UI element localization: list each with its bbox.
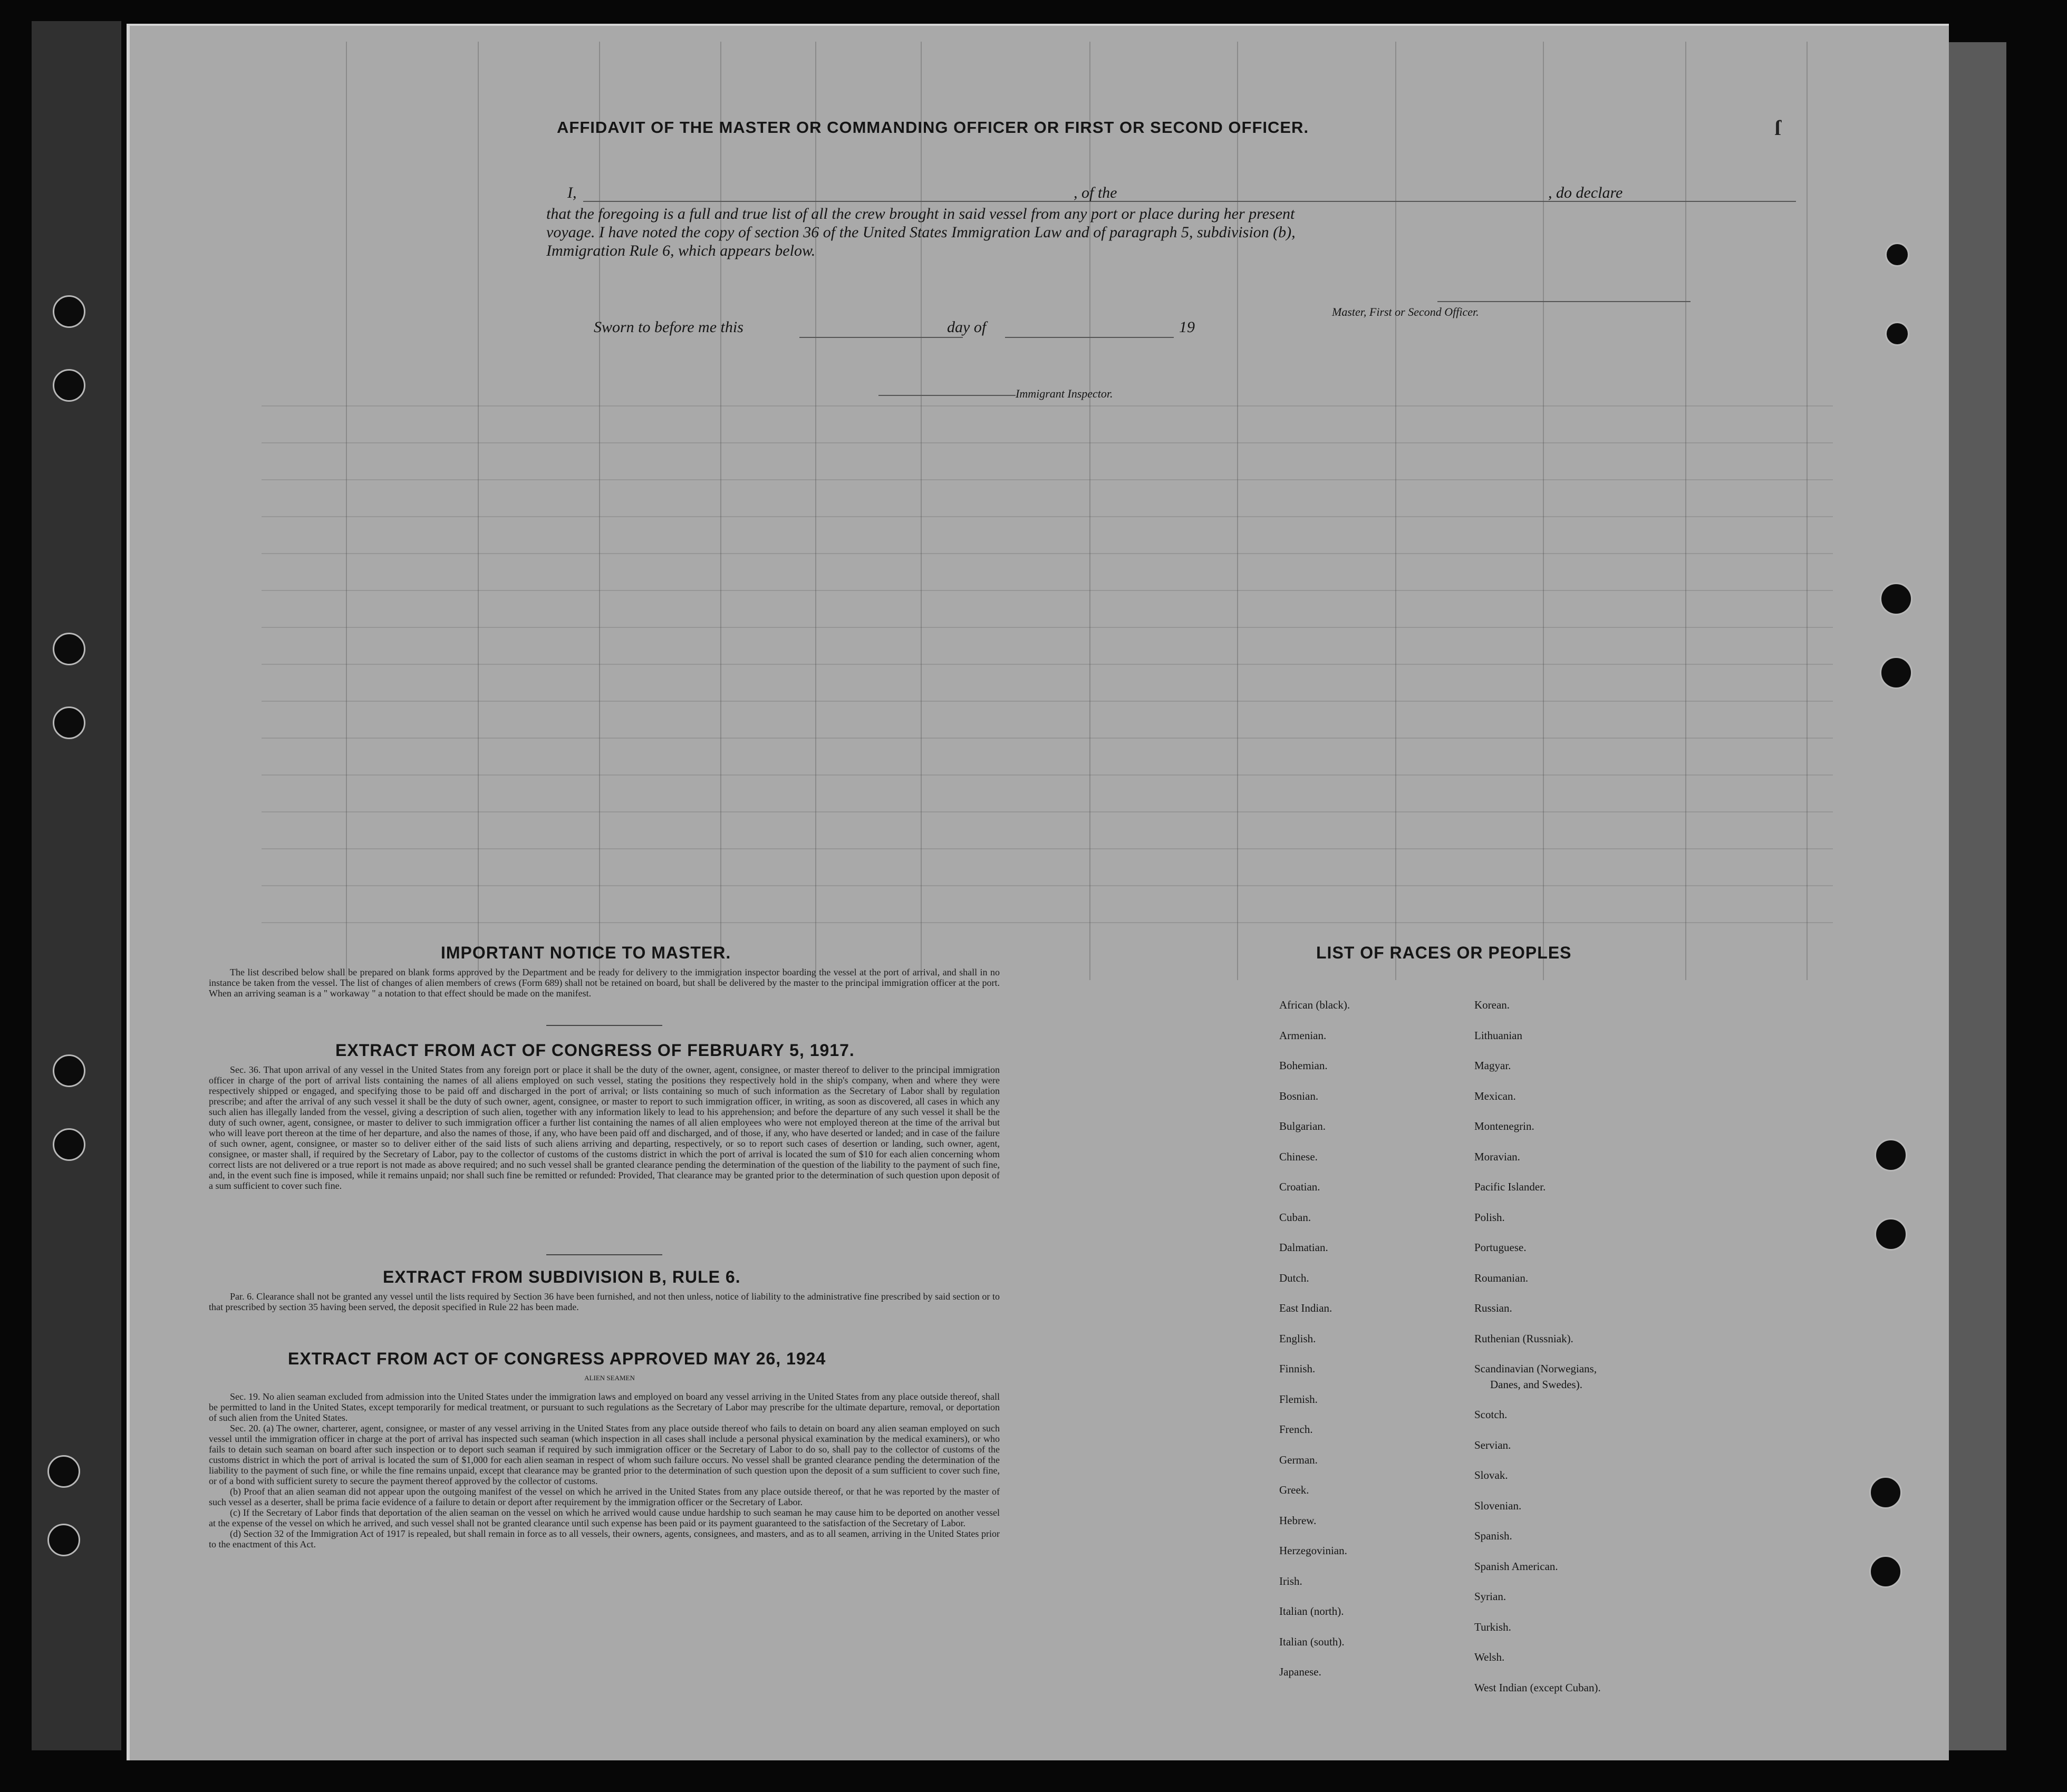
vessel-blank	[1132, 201, 1796, 202]
punch-hole	[1880, 583, 1913, 615]
column-line	[1685, 42, 1686, 980]
extract-1924-sec20a: Sec. 20. (a) The owner, charterer, agent, consignee, or master of any vessel arriving in the United States from any place outside thereof who fails to detain on board any alien seaman employed on such vessel until the immigration officer in charge at the port of arrival has inspected such seaman (which inspection in all cases shall include a personal physical examination by the medical examiners), or who fails to detain such seaman on board after such inspection or to deport such seaman if required by such immigration officer or the Secretary of Labor to do so, shall pay to the collector of customs of the customs district in which the port of arrival is located the sum of $1,000 for each alien seaman in respect of whom such failure occurs. No vessel shall be granted clearance pending the determination of the liability to the payment of such fine, or while the fine remains unpaid, except that clearance may be granted prior to the determination of such question upon the deposit of a sum sufficient to cover such fine, or of a bond with sufficient surety to secure the payment thereof approved by the collector of customs.	[209, 1423, 1000, 1486]
column-line	[1807, 42, 1808, 980]
race-item-left: Japanese.	[1279, 1665, 1321, 1678]
race-item-right: Slovak.	[1474, 1469, 1508, 1481]
separator-rule	[546, 1025, 662, 1026]
column-line	[1543, 42, 1544, 980]
race-item-right: Spanish American.	[1474, 1559, 1558, 1573]
row-line	[262, 922, 1833, 923]
race-item-right: Portuguese.	[1474, 1241, 1527, 1254]
punch-hole	[1885, 243, 1909, 267]
race-item-left: Flemish.	[1279, 1392, 1318, 1406]
race-item-left: Chinese.	[1279, 1150, 1318, 1163]
punch-hole	[53, 633, 85, 665]
race-item-left: Dalmatian.	[1279, 1241, 1328, 1254]
race-item-right: Scotch.	[1474, 1408, 1508, 1421]
race-item-right: Korean.	[1474, 999, 1510, 1011]
row-line	[262, 885, 1833, 886]
race-item-right: Turkish.	[1474, 1620, 1511, 1633]
column-line	[1395, 42, 1396, 980]
column-line	[478, 42, 479, 980]
affidavit-do-declare: , do declare	[1548, 184, 1623, 201]
extract-1924-sec20b: (b) Proof that an alien seaman did not appear upon the outgoing manifest of the vessel on which he arrived in the United States from any place outside thereof, or that he was reported by the master of such vessel as a deserter, shall be prima facie evidence of a failure to detain or deport after requirement by the immigration officer or the Secretary of Labor.	[209, 1486, 1000, 1507]
extract-1924-sec19: Sec. 19. No alien seaman excluded from admission into the United States under the immigration laws and employed on board any vessel arriving in the United States from any place outside thereof, shall be permitted to land in the United States, except temporarily for medical treatment, or pursuant to such regulations as the Secretary of Labor may prescribe for the ultimate departure, removal, or deportation of such alien from the United States.	[209, 1391, 1000, 1423]
race-item-left: Bohemian.	[1279, 1059, 1328, 1072]
extract-rule6-paragraph: Par. 6. Clearance shall not be granted any vessel until the lists required by Section 36 have been furnished, and not then unless, notice of liability to the administrative fine prescribed by said section or to that prescribed by section 35 having been served, the deposit specified in Rule 22 has been made.	[209, 1291, 1000, 1312]
extract-1917-paragraph: Sec. 36. That upon arrival of any vessel in the United States from any foreign port or place it shall be the duty of the owner, agent, consignee, or master thereof to deliver to the principal immigration officer in charge of the port of arrival lists containing the names of all aliens employed on such vessel, stating the positions they respectively hold in the ship's company, when and where they were respectively shipped or engaged, and specifying those to be paid off and discharged in the port of arrival; or lists containing so much of such information as the Secretary of Labor shall by regulation prescribe; and after the arrival of any such vessel it shall be the duty of such owner, agent, consignee, or master to report to such immigration officer, in writing, as soon as discovered, all cases in which any such alien has illegally landed from the vessel, giving a description of such alien, together with any information likely to lead to his apprehension; and before the departure of any such vessel it shall be the duty of such owner, agent, consignee, or master to deliver to such immigration officer a further list containing the names of all alien employees who were not employed thereon at the time of the arrival but who will leave port thereon at the time of her departure, and also the names of those, if any, who have been paid off and discharged, and of those, if any, who have deserted or landed; and in case of the failure of such owner, agent, consignee, or master so to deliver either of the said lists of such aliens arriving and departing, respectively, or so to report such cases of desertion or landing, such owner, agent, consignee, or master shall, if required by the Secretary of Labor, pay to the collector of customs of the customs district in which the port of arrival is located the sum of $10 for each alien concerning whom correct lists are not delivered or a true report is not made as above required; and no such vessel shall be granted clearance pending the determination of the question of the liability to the payment of such fine, and, in the event such fine is imposed, while it remains unpaid; nor shall such fine be remitted or refunded: Provided, That clearance may be granted prior to the determination of such question upon deposit of a sum sufficient to cover such fine.	[209, 1064, 1000, 1191]
race-item-left: Herzegovinian.	[1279, 1544, 1347, 1557]
column-line	[815, 42, 816, 980]
affidavit-line-3: voyage. I have noted the copy of section 36 of the United States Immigration Law and of paragraph 5, subdivision (b),	[546, 224, 1296, 241]
extract-1924-sec20c: (c) If the Secretary of Labor finds that deportation of the alien seaman on the vessel on which he arrived would cause undue hardship to such seaman he may cause him to be deported on another vessel at the expense of the vessel on which he arrived, and such vessel shall not be granted clearance until such expense has been paid or its payment guaranteed to the satisfaction of the Secretary of Labor.	[209, 1507, 1000, 1528]
race-item-right: Montenegrin.	[1474, 1120, 1534, 1132]
extract-1917-text	[209, 1064, 1000, 1191]
punch-hole	[1880, 656, 1913, 689]
punch-hole	[53, 1054, 85, 1087]
punch-hole	[1869, 1555, 1902, 1588]
race-item-right: Lithuanian	[1474, 1029, 1522, 1042]
race-item-left: Italian (north).	[1279, 1605, 1344, 1617]
row-line	[262, 848, 1833, 849]
race-item-left: Irish.	[1279, 1574, 1302, 1587]
extract-1924-text	[209, 1391, 1000, 1549]
column-line	[1089, 42, 1090, 980]
race-item-left: Dutch.	[1279, 1271, 1309, 1284]
race-item-right: Welsh.	[1474, 1651, 1505, 1663]
sworn-day-of: day of	[947, 318, 987, 336]
row-line	[262, 664, 1833, 665]
affidavit-of-the: , of the	[1074, 184, 1117, 201]
race-item-right: Magyar.	[1474, 1059, 1511, 1072]
race-item-right: Moravian.	[1474, 1150, 1520, 1163]
race-item-left: African (black).	[1279, 999, 1350, 1011]
alien-seamen-subtitle-text: ALIEN SEAMEN	[584, 1374, 635, 1382]
extract-rule6-text	[209, 1291, 1000, 1312]
race-item-left: French.	[1279, 1423, 1313, 1436]
signature-line	[1437, 301, 1691, 302]
punch-hole	[1885, 322, 1909, 346]
race-item-left: German.	[1279, 1453, 1318, 1466]
punch-hole	[53, 706, 85, 739]
document-page	[127, 24, 1949, 1760]
race-item-left: Bulgarian.	[1279, 1120, 1326, 1132]
extract-1924-sec20d: (d) Section 32 of the Immigration Act of 1917 is repealed, but shall remain in force as to all vessels, their owners, agents, consignees, and masters, and as to all seamen, arriving in the United States prior to the enactment of this Act.	[209, 1528, 1000, 1549]
race-item-left: Armenian.	[1279, 1029, 1327, 1042]
affidavit-line-4: Immigration Rule 6, which appears below.	[546, 242, 816, 259]
races-title: LIST OF RACES OR PEOPLES	[1316, 943, 1572, 962]
signature-caption: Master, First or Second Officer.	[1332, 305, 1479, 318]
race-item-right: Russian.	[1474, 1302, 1512, 1314]
notice-paragraph: The list described below shall be prepared on blank forms approved by the Department and be ready for delivery to the immigration inspector boarding the vessel at the port of arrival, and shall in no instance be taken from the vessel. The list of changes of alien members of crews (Form 689) shall not be retained on board, but shall be delivered by the master to the principal immigration officer at the port. When an arriving seaman is a " workaway " a notation to that effect should be made on the manifest.	[209, 967, 1000, 999]
race-item-left: Cuban.	[1279, 1210, 1311, 1224]
extract-1924-title: EXTRACT FROM ACT OF CONGRESS APPROVED MAY 26, 1924	[288, 1349, 826, 1368]
notice-title: IMPORTANT NOTICE TO MASTER.	[441, 943, 731, 962]
sworn-day-blank	[799, 337, 963, 338]
race-item-right: West Indian (except Cuban).	[1474, 1681, 1601, 1694]
row-line	[262, 701, 1833, 702]
race-item-right: Ruthenian (Russniak).	[1474, 1332, 1573, 1345]
race-item-left: Finnish.	[1279, 1362, 1316, 1375]
affidavit-line-2: that the foregoing is a full and true list of all the crew brought in said vessel from any port or place during her present	[546, 205, 1295, 222]
sworn-month-blank	[1005, 337, 1174, 338]
alien-seamen-subtitle	[546, 1373, 673, 1383]
row-line	[262, 590, 1833, 591]
race-item-right: Mexican.	[1474, 1089, 1516, 1102]
inspector-caption: Immigrant Inspector.	[1016, 387, 1113, 400]
punch-hole	[1869, 1476, 1902, 1509]
race-item-right: Syrian.	[1474, 1590, 1506, 1603]
row-line	[262, 738, 1833, 739]
row-line	[262, 516, 1833, 517]
race-item-right: Danes, and Swedes).	[1490, 1378, 1582, 1391]
race-item-left: Croatian.	[1279, 1180, 1320, 1193]
race-item-left: English.	[1279, 1332, 1316, 1345]
right-page-edge	[1948, 42, 2006, 1750]
separator-rule	[546, 1254, 662, 1255]
race-item-left: Bosnian.	[1279, 1089, 1319, 1102]
column-line	[346, 42, 347, 980]
affidavit-title: AFFIDAVIT OF THE MASTER OR COMMANDING OFFICER OR FIRST OR SECOND OFFICER.	[557, 118, 1309, 137]
extract-1917-title: EXTRACT FROM ACT OF CONGRESS OF FEBRUARY 5, 1917.	[335, 1041, 855, 1060]
margin-mark: ſ	[1775, 116, 1781, 140]
race-item-right: Spanish.	[1474, 1529, 1512, 1542]
sworn-text: Sworn to before me this	[594, 318, 743, 336]
race-item-left: Hebrew.	[1279, 1514, 1317, 1527]
punch-hole	[47, 1524, 80, 1556]
race-item-right: Scandinavian (Norwegians,	[1474, 1362, 1597, 1375]
column-line	[720, 42, 721, 980]
race-item-right: Slovenian.	[1474, 1499, 1522, 1512]
row-line	[262, 553, 1833, 554]
race-item-right: Polish.	[1474, 1210, 1505, 1224]
punch-hole	[53, 295, 85, 328]
row-line	[262, 405, 1833, 406]
race-item-left: Greek.	[1279, 1484, 1309, 1496]
column-line	[599, 42, 600, 980]
inspector-line	[878, 395, 1016, 396]
race-item-left: East Indian.	[1279, 1302, 1332, 1314]
race-item-right: Pacific Islander.	[1474, 1180, 1546, 1193]
punch-hole	[53, 1128, 85, 1161]
race-item-left: Italian (south).	[1279, 1635, 1345, 1648]
row-line	[262, 627, 1833, 628]
row-line	[262, 811, 1833, 812]
punch-hole	[1875, 1139, 1907, 1171]
punch-hole	[1875, 1218, 1907, 1251]
row-line	[262, 442, 1833, 443]
column-line	[921, 42, 922, 980]
punch-hole	[53, 369, 85, 402]
race-item-right: Roumanian.	[1474, 1271, 1529, 1284]
extract-rule6-title: EXTRACT FROM SUBDIVISION B, RULE 6.	[383, 1267, 741, 1286]
row-line	[262, 479, 1833, 480]
punch-hole	[47, 1455, 80, 1488]
race-item-right: Servian.	[1474, 1438, 1511, 1451]
column-line	[1237, 42, 1238, 980]
row-line	[262, 774, 1833, 776]
left-binding-strip	[32, 21, 121, 1750]
sworn-year: 19	[1179, 318, 1195, 336]
notice-text	[209, 967, 1000, 999]
affidavit-line-i: I,	[567, 184, 577, 201]
